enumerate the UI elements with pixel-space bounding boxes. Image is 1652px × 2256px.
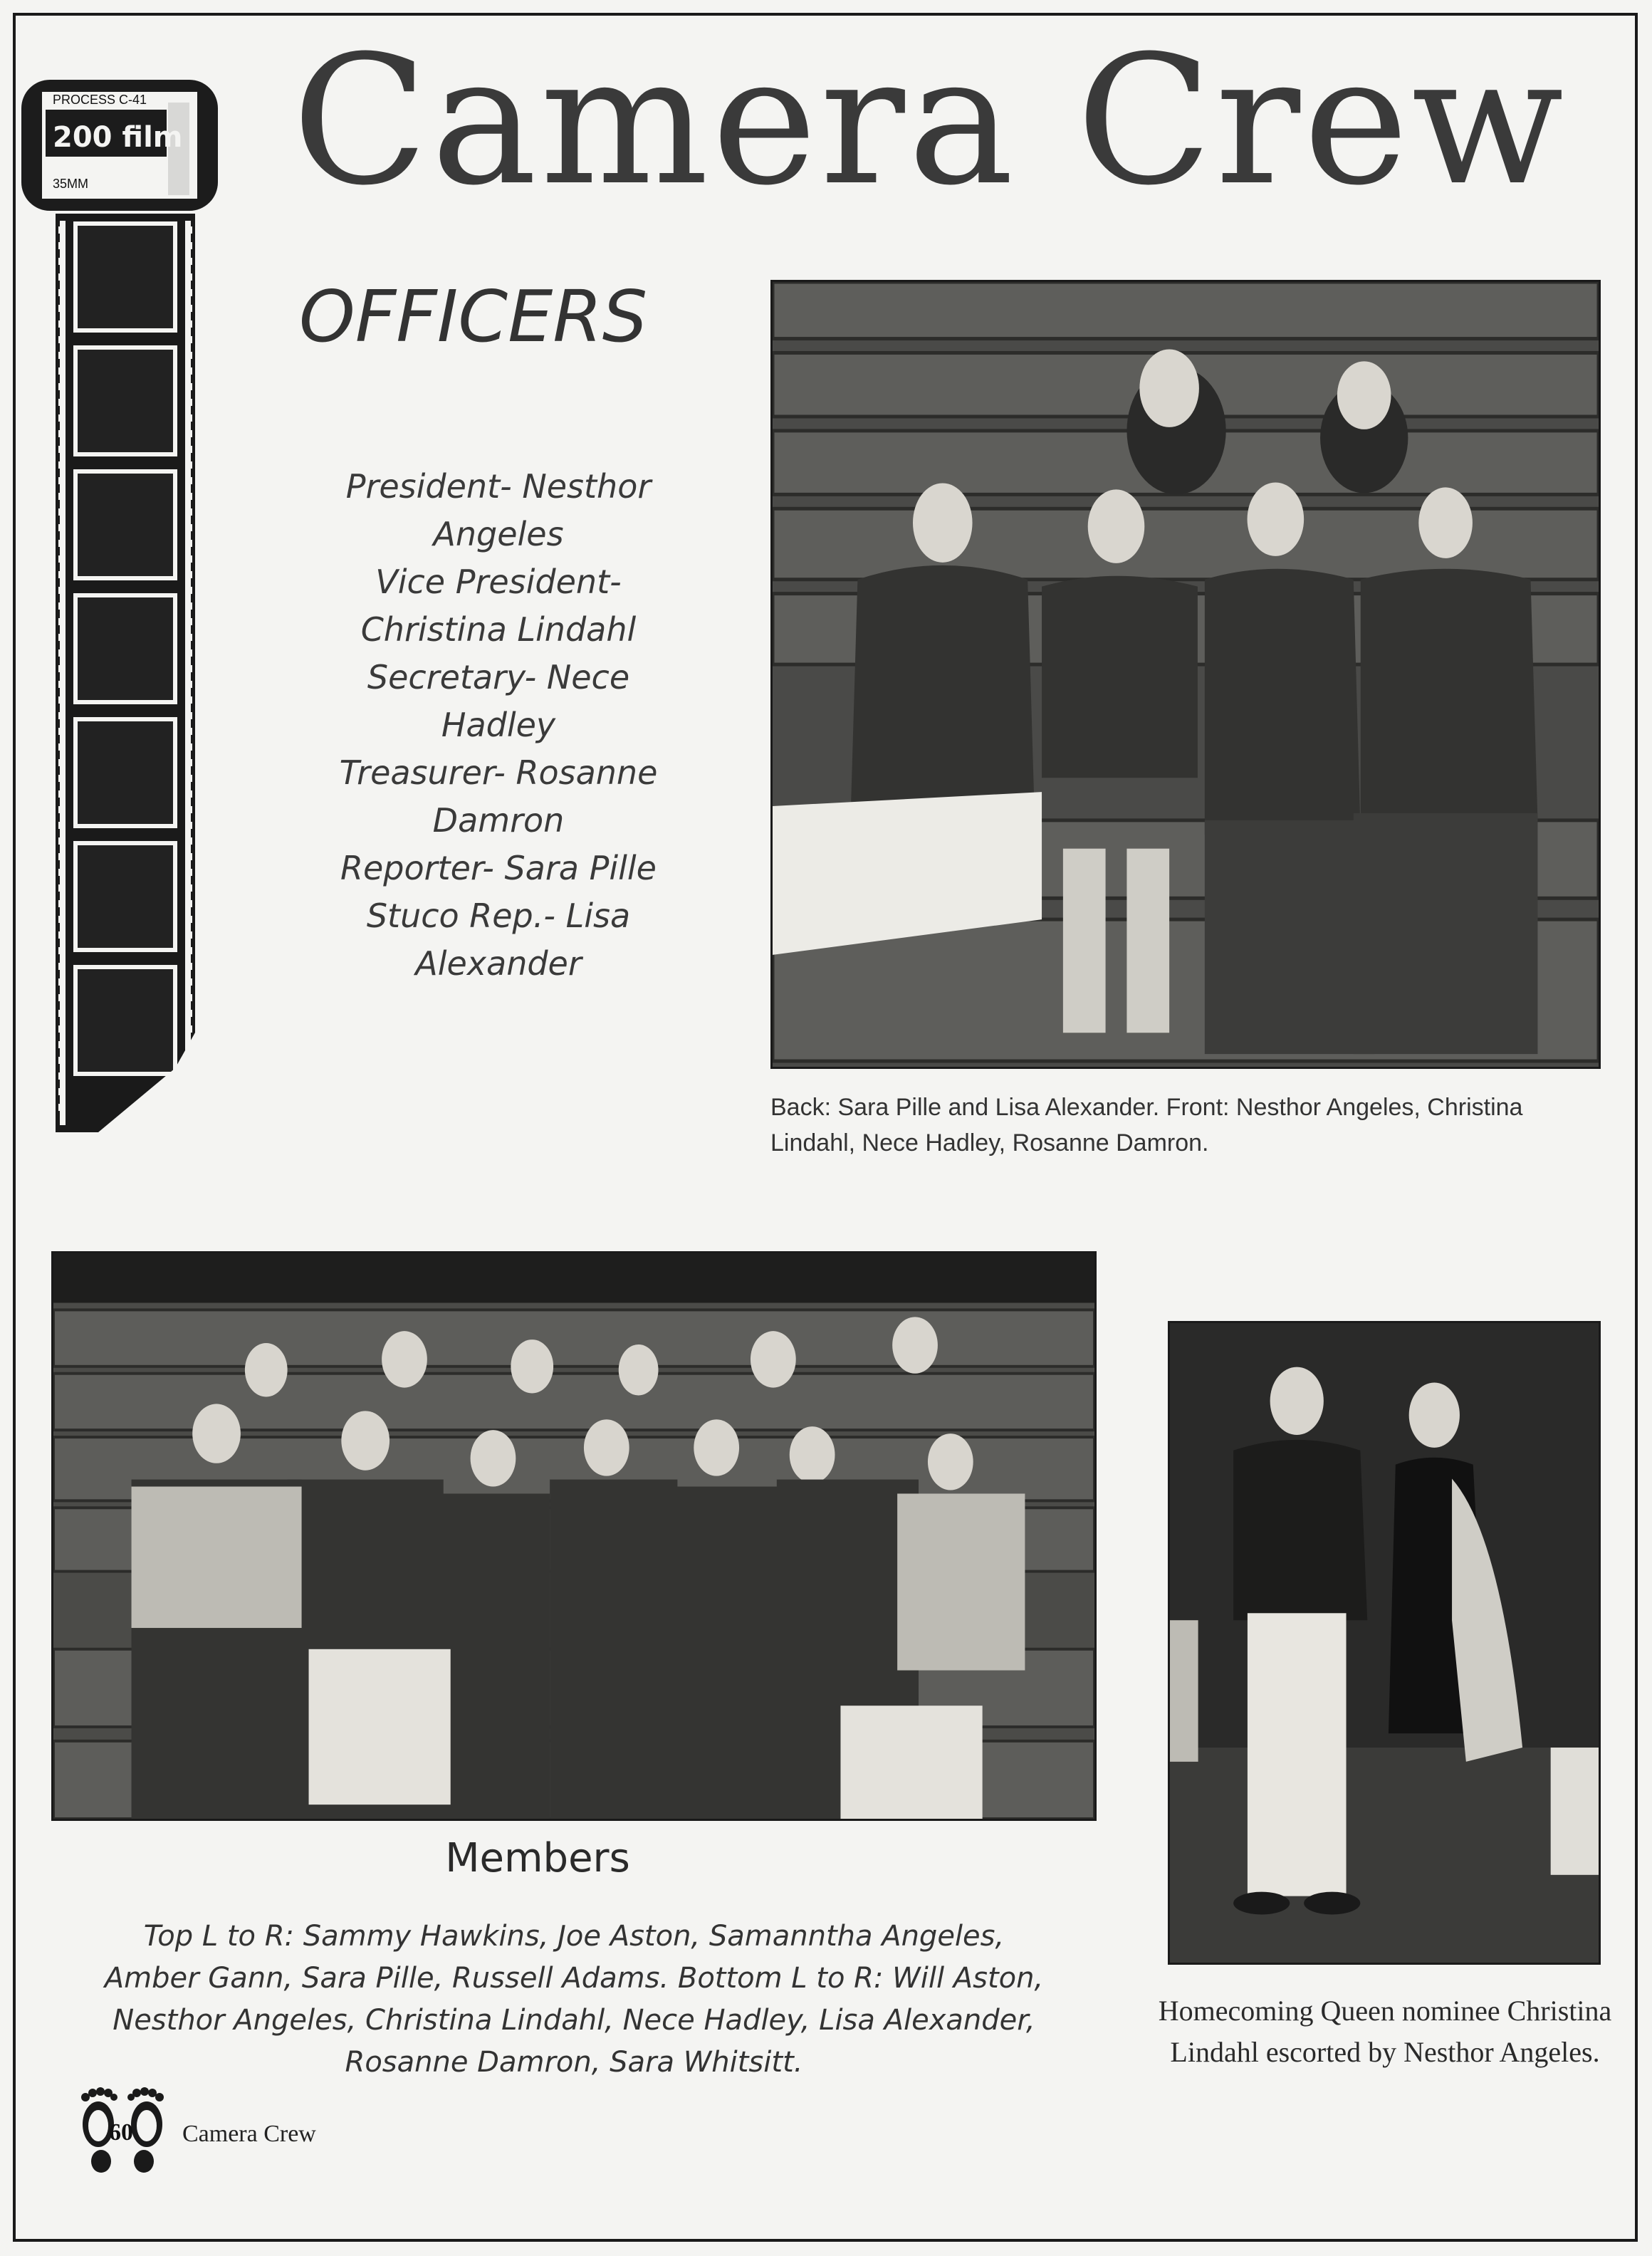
officers-photo-caption: Back: Sara Pille and Lisa Alexander. Front: Nesthor Angeles, Christina Lindahl, Nece Hadley, Rosanne Damron.: [770, 1094, 1523, 1156]
page-number: 60: [109, 2119, 133, 2146]
officer-line: Treasurer- Rosanne: [339, 753, 658, 792]
film-canister-graphic: [19, 74, 221, 216]
officer-line: Angeles: [433, 515, 564, 553]
page-title: Camera Crew: [292, 17, 1567, 224]
officer-line: Reporter- Sara Pille: [340, 849, 657, 887]
officer-line: Stuco Rep.- Lisa: [366, 897, 631, 935]
officer-line: Christina Lindahl: [360, 610, 637, 649]
homecoming-caption: Homecoming Queen nominee Christina Lindahl escorted by Nesthor Angeles.: [1158, 1995, 1612, 2068]
footer-section-label: Camera Crew: [182, 2121, 316, 2147]
film-process-text: PROCESS C-41: [53, 93, 147, 107]
members-caption-line: Amber Gann, Sara Pille, Russell Adams. Bottom L to R: Will Aston,: [104, 1962, 1044, 1995]
film-format-text: 35MM: [53, 177, 89, 191]
officers-list: [285, 463, 712, 988]
officer-line: Hadley: [441, 706, 556, 744]
officer-line: Secretary- Nece: [367, 658, 630, 696]
homecoming-photo: [1168, 1321, 1601, 1965]
members-caption-line: Top L to R: Sammy Hawkins, Joe Aston, Samanntha Angeles,: [143, 1920, 1005, 1953]
officer-line: Vice President-: [375, 563, 622, 601]
members-caption-line: Rosanne Damron, Sara Whitsitt.: [345, 2046, 803, 2079]
members-photo: [51, 1251, 1097, 1821]
members-caption-line: Nesthor Angeles, Christina Lindahl, Nece Hadley, Lisa Alexander,: [113, 2004, 1035, 2037]
members-caption: [51, 1916, 1097, 2084]
officer-line: Alexander: [415, 944, 582, 983]
film-strip-graphic: [56, 214, 195, 1132]
officers-heading: OFFICERS: [299, 275, 648, 358]
officer-line: President- Nesthor: [345, 467, 652, 506]
officer-line: Damron: [432, 801, 565, 840]
members-heading: Members: [445, 1835, 630, 1881]
officers-photo: [770, 280, 1601, 1069]
film-label-text: 200 film: [53, 121, 183, 154]
